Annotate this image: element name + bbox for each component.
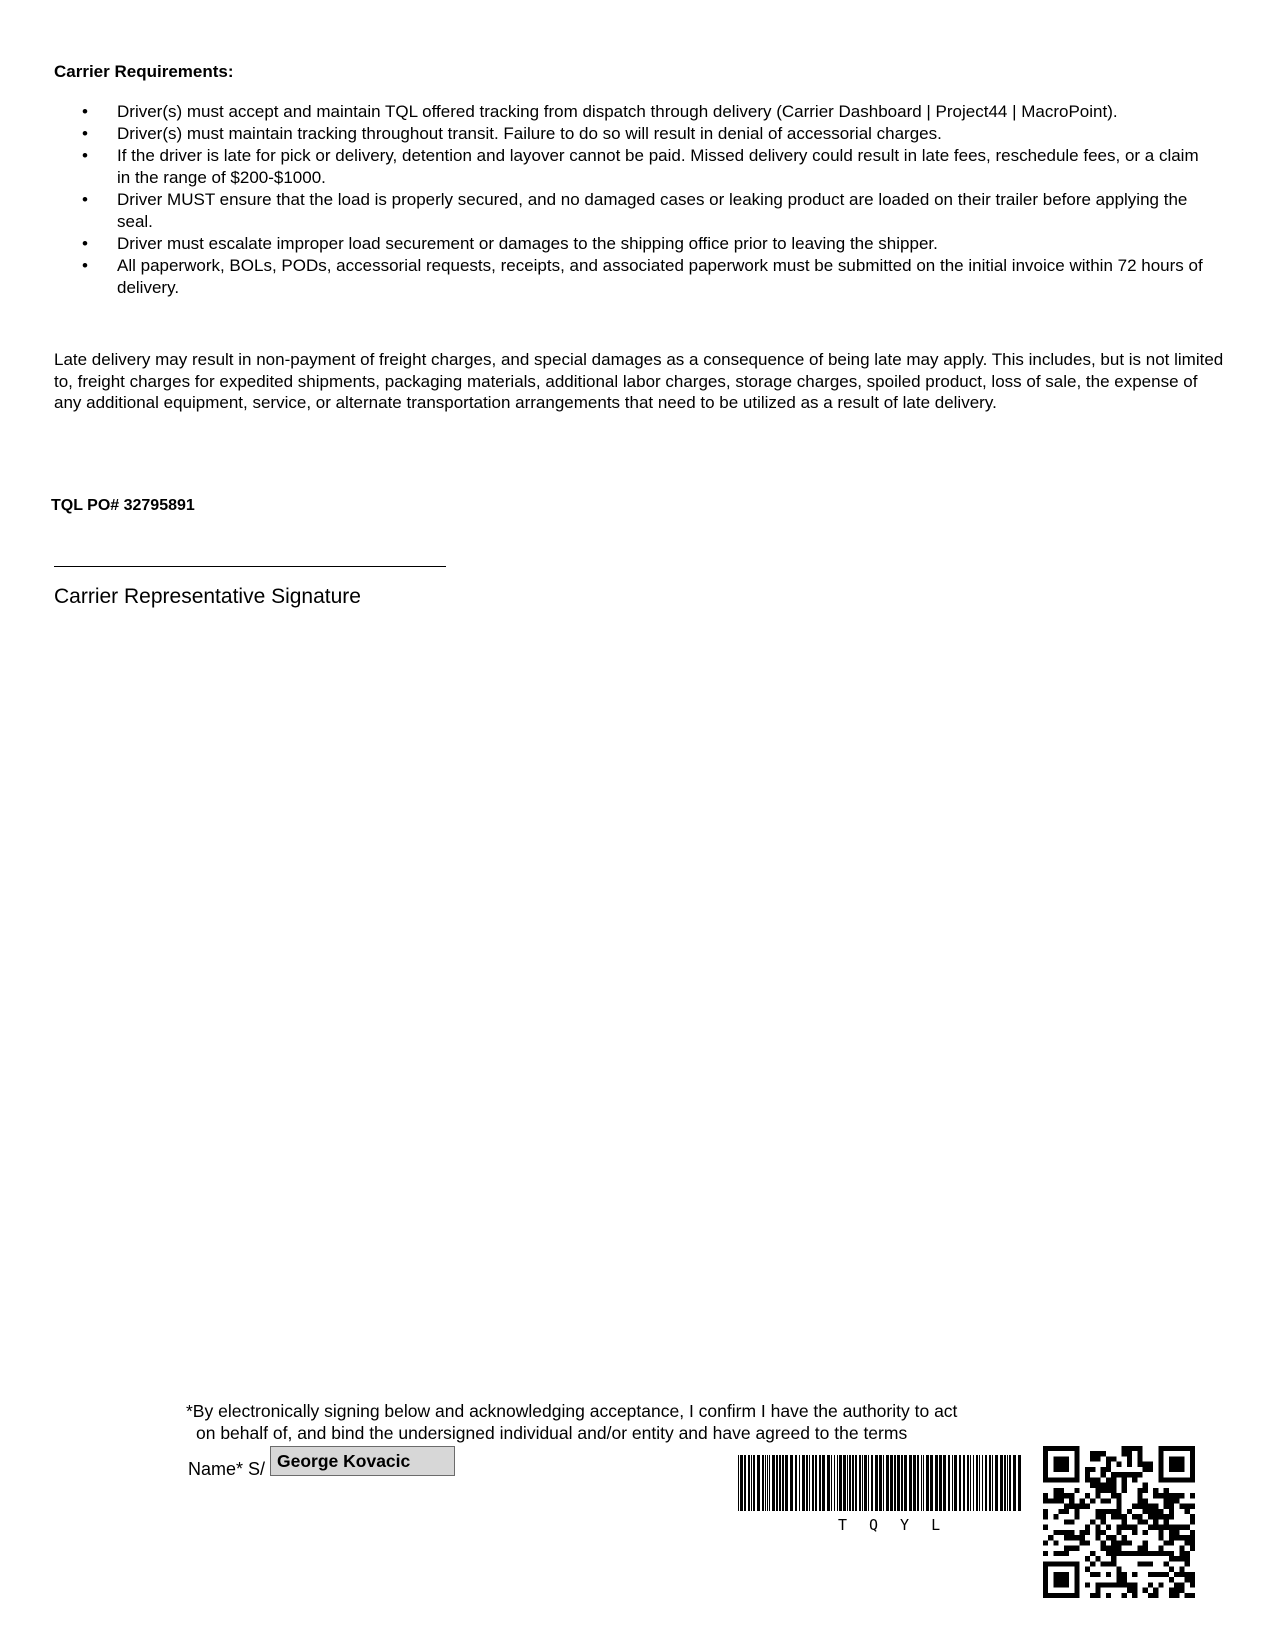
bullet-icon: • (82, 146, 88, 165)
late-delivery-paragraph: Late delivery may result in non-payment of freight charges, and special damages as a consequence of being late may apply. This includes, but is not limited to, freight charges for expedited shipments, packaging materials, additional labor charges, storage charges, spoiled product, loss of sale, the expense of any additional equipment, service, or alternate transportation arrangements that need to be utilized as a result of late delivery. (54, 350, 1224, 412)
requirement-item (54, 255, 1204, 299)
barcode-text: TQYL (838, 1516, 963, 1534)
signature-label: Carrier Representative Signature (54, 585, 361, 608)
requirement-text: Driver(s) must maintain tracking throughout transit. Failure to do so will result in denial of accessorial charges. (117, 124, 942, 143)
qr-code-icon (1043, 1446, 1195, 1598)
requirement-text: Driver MUST ensure that the load is properly secured, and no damaged cases or leaking product are loaded on their trailer before applying the seal. (117, 190, 1188, 231)
name-field[interactable]: George Kovacic (270, 1446, 455, 1476)
barcode-icon (738, 1455, 1025, 1523)
requirement-item (54, 189, 1204, 233)
po-number: TQL PO# 32795891 (51, 497, 195, 514)
requirements-list (54, 101, 1204, 299)
esign-disclaimer-line-1: *By electronically signing below and acknowledging acceptance, I confirm I have the authority to act (186, 1401, 958, 1421)
requirement-text: Driver(s) must accept and maintain TQL offered tracking from dispatch through delivery (Carrier Dashboard | Project44 | MacroPoint). (117, 102, 1118, 121)
requirements-heading: Carrier Requirements: (54, 62, 234, 81)
requirement-item (54, 233, 1204, 255)
bullet-icon: • (82, 124, 88, 143)
bullet-icon: • (82, 102, 88, 121)
requirement-text: If the driver is late for pick or delivery, detention and layover cannot be paid. Missed delivery could result in late fees, reschedule fees, or a claim in the range of $200-$1000. (117, 146, 1199, 187)
name-label: Name* S/ (188, 1459, 266, 1479)
bullet-icon: • (82, 234, 88, 253)
requirement-item (54, 123, 1204, 145)
requirement-item (54, 101, 1204, 123)
esign-disclaimer-line-2: on behalf of, and bind the undersigned individual and/or entity and have agreed to the terms (196, 1423, 908, 1443)
requirement-item (54, 145, 1204, 189)
esign-disclaimer (186, 1400, 957, 1444)
requirement-text: Driver must escalate improper load securement or damages to the shipping office prior to leaving the shipper. (117, 234, 938, 253)
bullet-icon: • (82, 190, 88, 209)
signature-line[interactable] (54, 566, 446, 567)
bullet-icon: • (82, 256, 88, 275)
requirement-text: All paperwork, BOLs, PODs, accessorial requests, receipts, and associated paperwork must be submitted on the initial invoice within 72 hours of delivery. (117, 256, 1203, 297)
